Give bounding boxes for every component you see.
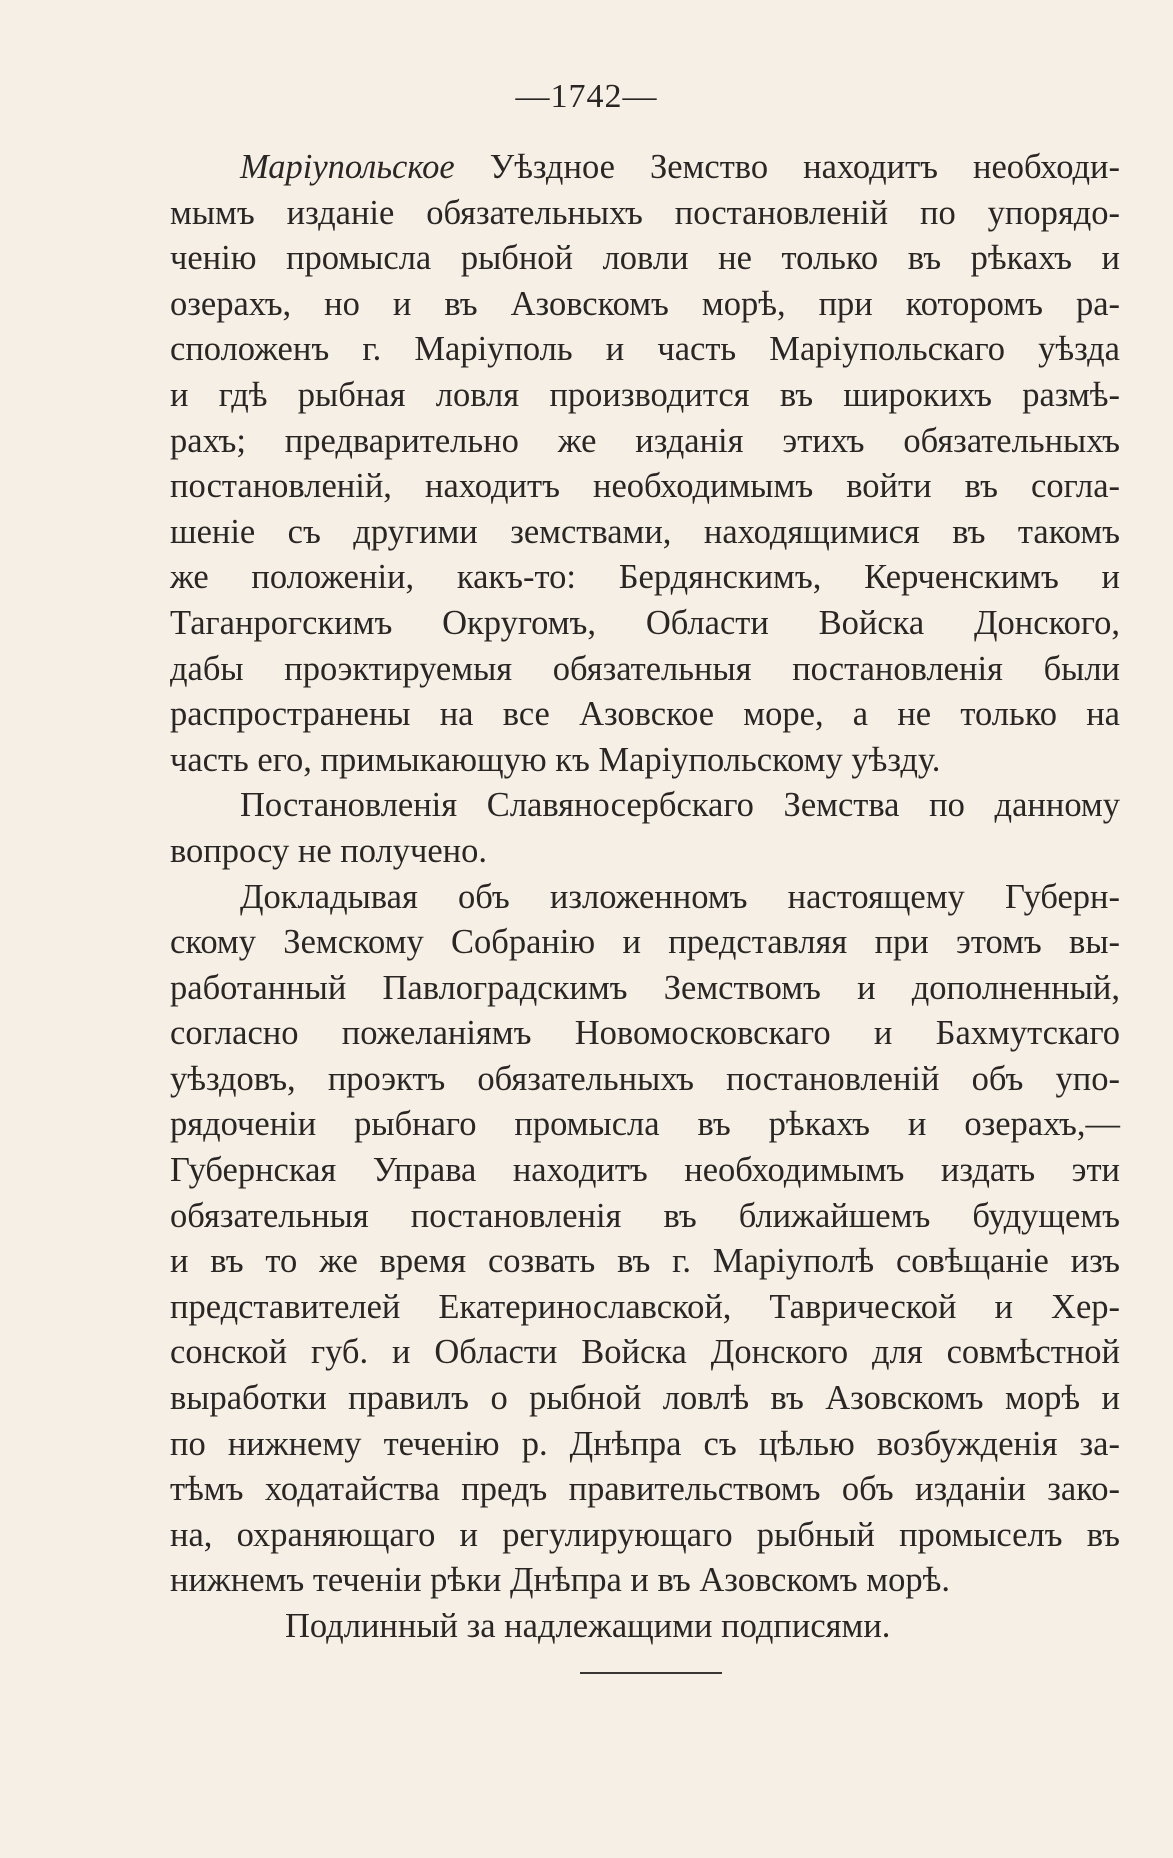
body-text bbox=[170, 145, 1120, 1650]
paragraph-3-line: и въ то же время созвать въ г. Маріуполѣ совѣщаніе изъ bbox=[170, 1242, 1120, 1281]
paragraph-1-line: распространены на все Азовское море, а не только на bbox=[170, 695, 1120, 734]
paragraph-1-line: рахъ; предварительно же изданія этихъ обязательныхъ bbox=[170, 421, 1120, 460]
paragraph-2-line: Постановленія Славяносербскаго Земства по данному bbox=[240, 786, 1120, 825]
paragraph-1-line: и гдѣ рыбная ловля производится въ широкихъ размѣ- bbox=[170, 375, 1120, 414]
paragraph-3-line: представителей Екатеринославской, Таврической и Хер- bbox=[170, 1287, 1120, 1326]
paragraph-1-line: Таганрогскимъ Округомъ, Области Войска Донского, bbox=[170, 603, 1120, 642]
paragraph-3-line: рядоченіи рыбнаго промысла въ рѣкахъ и озерахъ,— bbox=[170, 1105, 1120, 1144]
paragraph-1-line: ченію промысла рыбной ловли не только въ рѣкахъ и bbox=[170, 239, 1120, 278]
closing-line: Подлинный за надлежащими подписями. bbox=[285, 1607, 891, 1645]
paragraph-3-line: уѣздовъ, проэктъ обязательныхъ постановленій объ упо- bbox=[170, 1059, 1120, 1098]
paragraph-3-line: на, охраняющаго и регулирующаго рыбный промыселъ въ bbox=[170, 1515, 1120, 1554]
paragraph-3-line: по нижнему теченію р. Днѣпра съ цѣлью возбужденія за- bbox=[170, 1424, 1120, 1463]
paragraph-3-line: выработки правилъ о рыбной ловлѣ въ Азовскомъ морѣ и bbox=[170, 1379, 1120, 1418]
paragraph-3-line: Губернская Управа находитъ необходимымъ издать эти bbox=[170, 1151, 1120, 1190]
page-number: —1742— bbox=[515, 78, 658, 115]
paragraph-1-line: же положеніи, какъ-то: Бердянскимъ, Керченскимъ и bbox=[170, 558, 1120, 597]
paragraph-1-line: постановленій, находитъ необходимымъ войти въ согла- bbox=[170, 467, 1120, 506]
paragraph-1-line: озерахъ, но и въ Азовскомъ морѣ, при которомъ ра- bbox=[170, 284, 1120, 323]
paragraph-1-line: сположенъ г. Маріуполь и часть Маріупольскаго уѣзда bbox=[170, 330, 1120, 369]
paragraph-3-line: согласно пожеланіямъ Новомосковскаго и Бахмутскаго bbox=[170, 1014, 1120, 1053]
paragraph-1-line: дабы проэктируемыя обязательныя постановленія были bbox=[170, 649, 1120, 688]
paragraph-1-line: Маріупольское Уѣздное Земство находитъ необходи- bbox=[240, 148, 1120, 186]
italic-lead: Маріупольское bbox=[240, 148, 455, 186]
paragraph-2-line: вопросу не получено. bbox=[170, 831, 487, 870]
paragraph-1-line: часть его, примыкающую къ Маріупольскому уѣзду. bbox=[170, 740, 941, 779]
end-rule bbox=[580, 1672, 722, 1674]
paragraph-3-line: обязательныя постановленія въ ближайшемъ будущемъ bbox=[170, 1196, 1120, 1235]
paragraph-1-line: мымъ изданіе обязательныхъ постановленій по упорядо- bbox=[170, 193, 1120, 232]
paragraph-3-line: скому Земскому Собранію и представляя при этомъ вы- bbox=[170, 923, 1120, 962]
paragraph-3-line: сонской губ. и Области Войска Донского для совмѣстной bbox=[170, 1333, 1120, 1372]
paragraph-3-line: тѣмъ ходатайства предъ правительствомъ объ изданіи зако- bbox=[170, 1470, 1120, 1509]
paragraph-3-line: работанный Павлоградскимъ Земствомъ и дополненный, bbox=[170, 968, 1120, 1007]
paragraph-1-line: шеніе съ другими земствами, находящимися въ такомъ bbox=[170, 512, 1120, 551]
paragraph-3-line: Докладывая объ изложенномъ настоящему Губерн- bbox=[240, 877, 1120, 916]
paragraph-3-line: нижнемъ теченіи рѣки Днѣпра и въ Азовскомъ морѣ. bbox=[170, 1561, 950, 1600]
